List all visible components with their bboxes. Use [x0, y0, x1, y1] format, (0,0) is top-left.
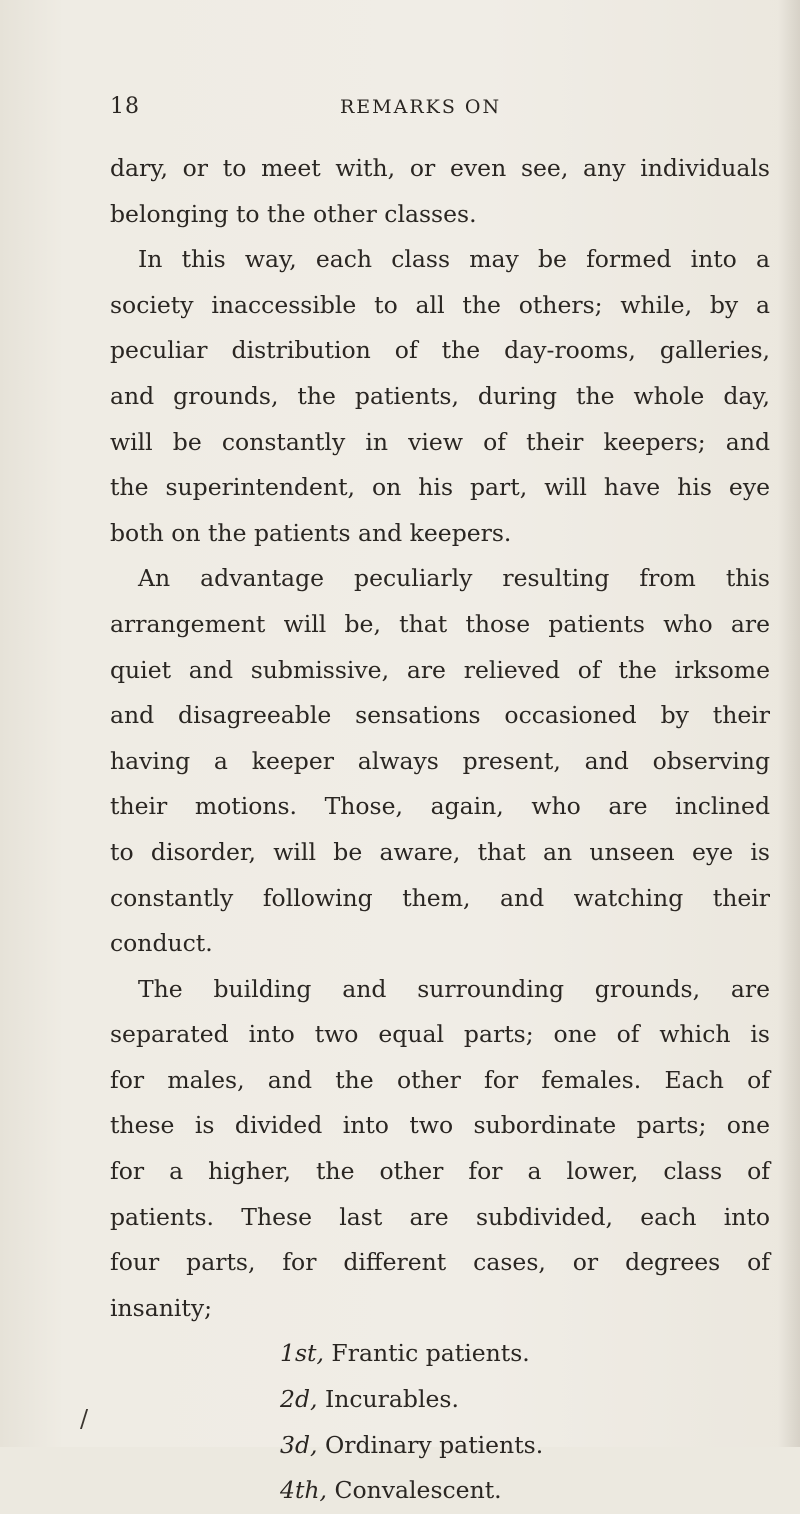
list-item	[110, 1331, 770, 1377]
running-head: REMARKS ON	[340, 96, 502, 118]
text-line: having a keeper always present, and observing	[110, 746, 770, 775]
text-line: peculiar distribution of the day-rooms, galleries,	[110, 336, 770, 365]
list-text: Ordinary patients.	[324, 1430, 544, 1459]
list-ordinal: 4th,	[280, 1476, 327, 1505]
text-line: will be constantly in view of their keepers; and	[110, 427, 770, 456]
text-line: belonging to the other classes.	[110, 199, 477, 228]
text-line: society inaccessible to all the others; while, by a	[110, 290, 770, 319]
stray-pen-mark: /	[80, 1405, 89, 1433]
list-text: Incurables.	[324, 1385, 459, 1414]
text-line: to disorder, will be aware, that an unseen eye is	[110, 837, 770, 866]
list-ordinal: 3d,	[280, 1430, 318, 1459]
text-line: conduct.	[110, 929, 213, 958]
text-line: their motions. Those, again, who are inclined	[110, 792, 770, 821]
text-line: arrangement will be, that those patients who are	[110, 609, 770, 638]
paragraph-start-line: In this way, each class may be formed into a	[138, 245, 770, 274]
list-item	[110, 1468, 770, 1514]
page-header	[110, 94, 770, 124]
text-line: these is divided into two subordinate parts; one	[110, 1111, 770, 1140]
text-line: insanity;	[110, 1293, 213, 1322]
text-line: and grounds, the patients, during the whole day,	[110, 381, 770, 410]
list-text: Frantic patients.	[331, 1339, 530, 1368]
text-line: and disagreeable sensations occasioned by their	[110, 701, 770, 730]
text-line: patients. These last are subdivided, each into	[110, 1202, 770, 1231]
text-line: for males, and the other for females. Each of	[110, 1065, 770, 1094]
text-line: dary, or to meet with, or even see, any individuals	[110, 154, 770, 182]
text-line: the superintendent, on his part, will have his eye	[110, 473, 770, 502]
list-item	[110, 1377, 770, 1423]
list-item	[110, 1423, 770, 1469]
text-line: for a higher, the other for a lower, class of	[110, 1157, 770, 1186]
text-line: four parts, for different cases, or degrees of	[110, 1248, 770, 1277]
text-line: separated into two equal parts; one of which is	[110, 1020, 770, 1049]
page-edge-shadow	[778, 0, 800, 1447]
list-ordinal: 1st,	[280, 1339, 324, 1368]
text-line: constantly following them, and watching their	[110, 883, 770, 912]
text-line: quiet and submissive, are relieved of the irksome	[110, 655, 770, 684]
body-text	[110, 146, 770, 1514]
list-ordinal: 2d,	[280, 1385, 318, 1414]
list-text: Convalescent.	[334, 1476, 502, 1505]
page-number: 18	[110, 94, 140, 119]
paragraph-start-line: An advantage peculiarly resulting from this	[138, 564, 770, 593]
paragraph-start-line: The building and surrounding grounds, are	[138, 974, 770, 1003]
text-line: both on the patients and keepers.	[110, 518, 512, 547]
